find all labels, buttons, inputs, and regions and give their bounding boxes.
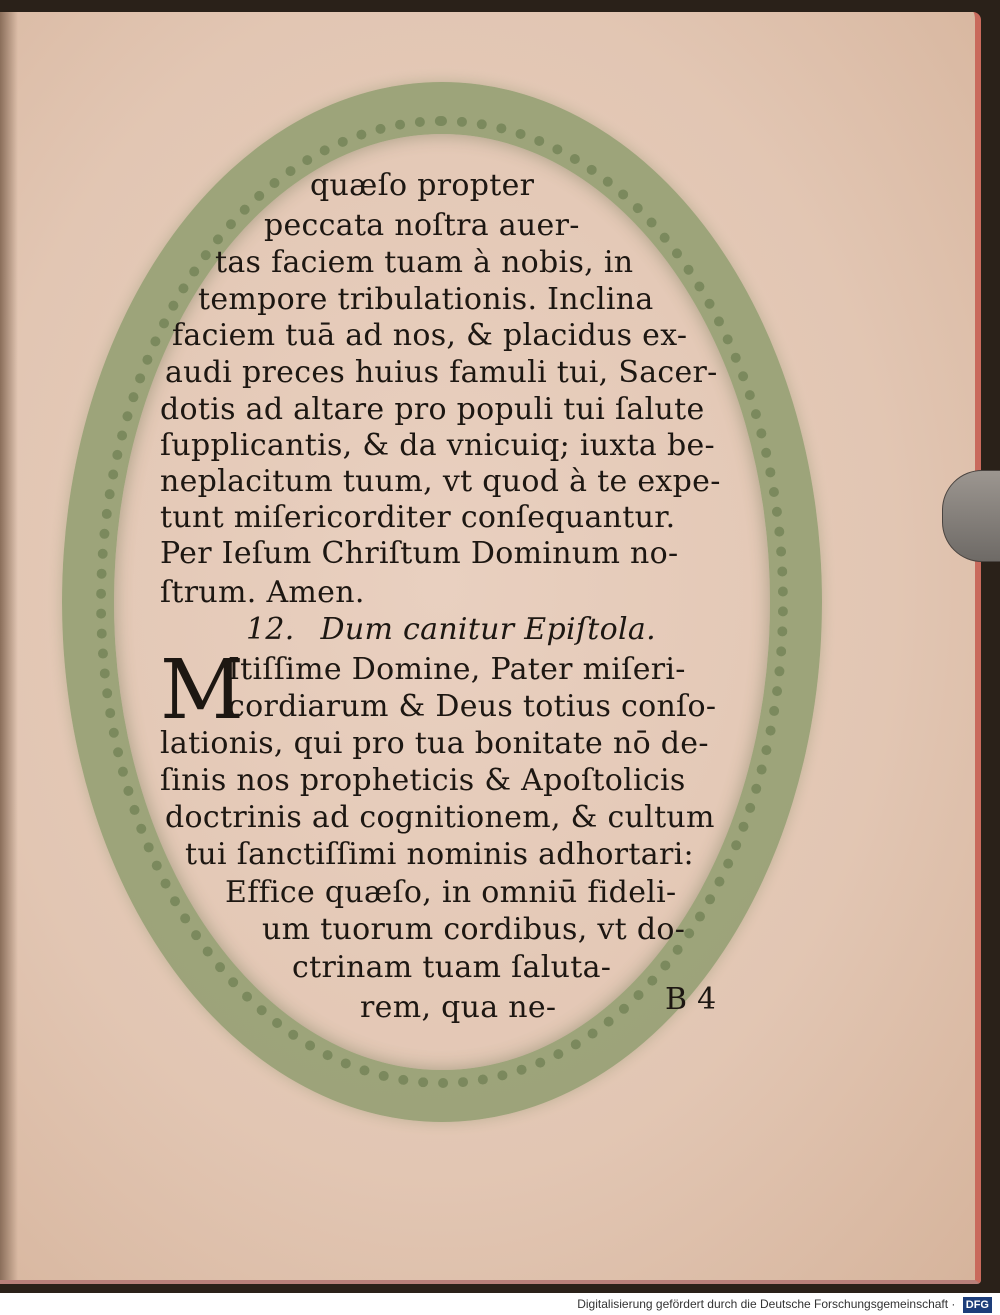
- text2-line-5: doctrinis ad cognitionem, & cultum: [165, 800, 715, 835]
- text2-line-9: ctrinam tuam ſaluta-: [292, 950, 612, 985]
- dfg-logo: DFG: [963, 1297, 992, 1313]
- text2-line-1: Itiſſime Domine, Pater miſeri-: [228, 652, 686, 687]
- drop-capital: M: [160, 643, 245, 738]
- text-line-1: quæſo propter: [310, 168, 535, 203]
- text-line-11: Per Ieſum Chriſtum Dominum no-: [160, 536, 679, 571]
- text-line-10: tunt miſericorditer conſequantur.: [160, 500, 676, 535]
- text-line-2: peccata noſtra auer-: [264, 208, 580, 243]
- text-line-9: neplacitum tuum, vt quod à te expe-: [160, 464, 721, 499]
- text2-line-2: cordiarum & Deus totius conſo-: [228, 689, 717, 724]
- text2-line-3: lationis, qui pro tua bonitate nō de-: [160, 726, 709, 761]
- text-line-12: ſtrum. Amen.: [160, 575, 365, 610]
- digitization-credit: [0, 1293, 1000, 1315]
- section-number: 12.: [246, 612, 295, 647]
- text2-line-6: tui ſanctiſſimi nominis adhortari:: [185, 837, 694, 872]
- text-line-4: tempore tribulationis. Inclina: [198, 282, 654, 317]
- section-title: Dum canitur Epiſtola.: [320, 612, 656, 647]
- text2-line-10: rem, qua ne-: [360, 990, 557, 1025]
- text2-line-8: um tuorum cordibus, vt do-: [262, 912, 686, 947]
- text-line-7: dotis ad altare pro populi tui ſalute: [160, 392, 705, 427]
- text2-line-7: Effice quæſo, in omniū fideli-: [225, 875, 677, 910]
- section-heading: [246, 612, 656, 647]
- text-line-6: audi preces huius famuli tui, Sacer-: [165, 355, 718, 390]
- text-line-8: ſupplicantis, & da vnicuiq; iuxta be-: [160, 428, 715, 463]
- text-line-3: tas faciem tuam à nobis, in: [215, 245, 634, 280]
- text2-line-4: ſinis nos propheticis & Apoſtolicis: [160, 763, 686, 798]
- signature-mark: B 4: [665, 982, 717, 1017]
- text-line-5: faciem tuā ad nos, & placidus ex-: [172, 318, 688, 353]
- credit-text: Digitalisierung gefördert durch die Deutsche Forschungsgemeinschaft ·: [577, 1297, 956, 1311]
